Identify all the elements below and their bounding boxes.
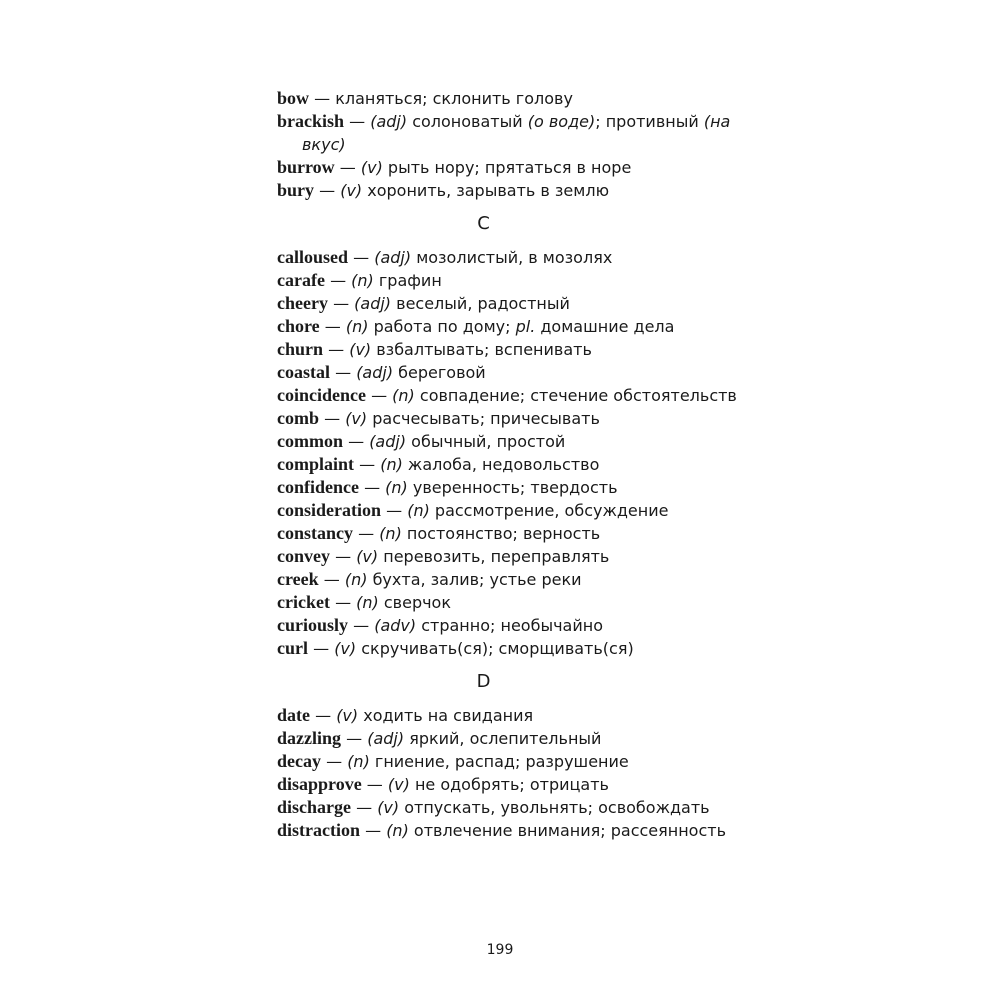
- definition: [376, 340, 592, 359]
- definition-text: жалоба, недовольство: [407, 455, 600, 474]
- definition-text: сверчок: [383, 593, 452, 612]
- glossary-entry: [277, 292, 737, 315]
- glossary-entry: [277, 338, 737, 361]
- definition-text: хоронить, зарывать в землю: [367, 181, 610, 200]
- definition: [396, 294, 570, 313]
- part-of-speech: (n): [347, 752, 370, 771]
- glossary-entry: [277, 796, 737, 819]
- glossary-entry: [277, 773, 737, 796]
- entry-dash: —: [333, 294, 350, 313]
- headword: cricket: [277, 592, 330, 612]
- definition: [373, 570, 582, 589]
- definition: [420, 386, 737, 405]
- part-of-speech: (v): [349, 340, 372, 359]
- section-letter-heading: D: [476, 671, 491, 692]
- glossary-entry: [277, 315, 737, 338]
- entry-dash: —: [323, 570, 340, 589]
- part-of-speech: (n): [379, 524, 402, 543]
- definition: [379, 271, 442, 290]
- definition: [408, 455, 599, 474]
- headword: disapprove: [277, 774, 362, 794]
- part-of-speech: (v): [356, 547, 379, 566]
- entry-dash: —: [335, 363, 352, 382]
- definition-text: совпадение; стечение обстоятельств: [419, 386, 737, 405]
- headword: discharge: [277, 797, 351, 817]
- definition: [407, 524, 600, 543]
- entry-dash: —: [348, 432, 365, 451]
- entry-dash: —: [346, 729, 363, 748]
- headword: chore: [277, 316, 320, 336]
- entry-dash: —: [349, 112, 366, 131]
- definition: [367, 181, 609, 200]
- part-of-speech: (v): [377, 798, 400, 817]
- part-of-speech: (n): [392, 386, 415, 405]
- entry-dash: —: [365, 821, 382, 840]
- glossary-entry: [277, 750, 737, 773]
- entry-dash: —: [314, 89, 331, 108]
- glossary-entry: [277, 727, 737, 750]
- glossary-entry: [277, 87, 737, 110]
- headword: constancy: [277, 523, 353, 543]
- definition: [398, 363, 486, 382]
- headword: complaint: [277, 454, 355, 474]
- definition: [415, 775, 609, 794]
- part-of-speech: (n): [380, 455, 403, 474]
- headword: comb: [277, 408, 319, 428]
- headword: cheery: [277, 293, 328, 313]
- page-number: 199: [486, 942, 514, 958]
- definition-text: взбалтывать; вспенивать: [376, 340, 592, 359]
- entry-dash: —: [335, 547, 352, 566]
- entry-dash: —: [324, 409, 341, 428]
- definition-text: скручивать(ся); сморщивать(ся): [361, 639, 634, 658]
- headword: coincidence: [277, 385, 366, 405]
- glossary-section: [277, 87, 737, 202]
- part-of-speech: (v): [336, 706, 359, 725]
- definition-text: солоноватый: [412, 112, 528, 131]
- definition: [421, 616, 603, 635]
- headword: coastal: [277, 362, 330, 382]
- part-of-speech: (n): [344, 570, 368, 589]
- headword: common: [277, 431, 343, 451]
- definition-text: кланяться; склонить голову: [335, 89, 573, 108]
- definition: [375, 752, 629, 771]
- headword: consideration: [277, 500, 382, 520]
- headword: convey: [277, 546, 330, 566]
- definition-text: мозолистый, в мозолях: [416, 248, 613, 267]
- headword: brackish: [277, 111, 345, 131]
- headword: calloused: [277, 247, 349, 267]
- part-of-speech: (v): [340, 181, 363, 200]
- definition-text: расчесывать; причесывать: [372, 409, 600, 428]
- part-of-speech: (n): [345, 317, 369, 336]
- definition: [383, 547, 609, 566]
- headword: date: [277, 705, 310, 725]
- entry-dash: —: [353, 248, 370, 267]
- entry-dash: —: [371, 386, 388, 405]
- definition: [374, 317, 675, 336]
- definition-text: береговой: [398, 363, 486, 382]
- part-of-speech: (v): [334, 639, 357, 658]
- definition-text: перевозить, переправлять: [383, 547, 610, 566]
- definition: [302, 112, 730, 154]
- definition-text: веселый, радостный: [396, 294, 570, 313]
- definition: [413, 478, 618, 497]
- glossary-section: [277, 670, 737, 842]
- part-of-speech: (adj): [356, 363, 394, 382]
- definition: [416, 248, 612, 267]
- entry-dash: —: [353, 616, 370, 635]
- part-of-speech: (adj): [374, 248, 412, 267]
- glossary-page: [277, 87, 737, 842]
- definition-text: работа по дому;: [373, 317, 516, 336]
- entry-dash: —: [328, 340, 345, 359]
- part-of-speech: (v): [387, 775, 410, 794]
- part-of-speech: (adj): [354, 294, 392, 313]
- headword: bury: [277, 180, 315, 200]
- headword: decay: [277, 751, 321, 771]
- glossary-entry: [277, 568, 737, 591]
- definition: [435, 501, 669, 520]
- definition: [372, 409, 600, 428]
- part-of-speech: (adj): [369, 432, 407, 451]
- definition-text: рыть нору; прятаться в норе: [387, 158, 632, 177]
- headword: curiously: [277, 615, 349, 635]
- glossary-entry: [277, 499, 737, 522]
- headword: burrow: [277, 157, 335, 177]
- headword: dazzling: [277, 728, 342, 748]
- definition-text: отпускать, увольнять; освобождать: [404, 798, 710, 817]
- part-of-speech: (adj): [370, 112, 408, 131]
- definition-text: рассмотрение, обсуждение: [434, 501, 669, 520]
- glossary-entry: [277, 407, 737, 430]
- glossary-entry: [277, 269, 737, 292]
- headword: creek: [277, 569, 319, 589]
- glossary-entry: [277, 476, 737, 499]
- entry-dash: —: [339, 158, 356, 177]
- definition-text: не одобрять; отрицать: [414, 775, 609, 794]
- definition: [363, 706, 533, 725]
- part-of-speech: (adj): [367, 729, 405, 748]
- definition: [335, 89, 573, 108]
- part-of-speech: (n): [386, 821, 409, 840]
- glossary-entry: [277, 591, 737, 614]
- definition: [361, 639, 633, 658]
- entry-dash: —: [335, 593, 352, 612]
- glossary-entry: [277, 545, 737, 568]
- part-of-speech: (n): [407, 501, 430, 520]
- definition-text: ходить на свидания: [363, 706, 534, 725]
- entry-dash: —: [326, 752, 343, 771]
- glossary-entry: [277, 110, 737, 156]
- glossary-entry: [277, 704, 737, 727]
- entry-dash: —: [330, 271, 347, 290]
- glossary-entry: [277, 430, 737, 453]
- part-of-speech: (v): [345, 409, 368, 428]
- entry-dash: —: [358, 524, 375, 543]
- headword: confidence: [277, 477, 359, 497]
- definition: [411, 432, 565, 451]
- entry-dash: —: [356, 798, 373, 817]
- entry-dash: —: [324, 317, 341, 336]
- section-letter-heading: C: [477, 213, 490, 234]
- glossary-entry: [277, 819, 737, 842]
- definition-note: (о воде): [527, 112, 596, 131]
- glossary-entry: [277, 156, 737, 179]
- definition-text: уверенность; твердость: [412, 478, 618, 497]
- glossary-entry: [277, 361, 737, 384]
- definition: [384, 593, 451, 612]
- definition-text: странно; необычайно: [421, 616, 603, 635]
- glossary-entry: [277, 453, 737, 476]
- definition: [414, 821, 726, 840]
- entry-dash: —: [359, 455, 376, 474]
- headword: bow: [277, 88, 310, 108]
- definition-note: pl.: [515, 317, 536, 336]
- headword: carafe: [277, 270, 325, 290]
- part-of-speech: (adv): [374, 616, 417, 635]
- headword: churn: [277, 339, 324, 359]
- entry-dash: —: [313, 639, 330, 658]
- glossary-entry: [277, 637, 737, 660]
- glossary-entry: [277, 522, 737, 545]
- glossary-entry: [277, 179, 737, 202]
- entry-dash: —: [315, 706, 332, 725]
- definition-text: яркий, ослепительный: [409, 729, 602, 748]
- part-of-speech: (v): [360, 158, 383, 177]
- headword: distraction: [277, 820, 360, 840]
- definition: [404, 798, 709, 817]
- definition-note: (на вкус): [302, 112, 731, 154]
- part-of-speech: (n): [385, 478, 408, 497]
- glossary-entry: [277, 384, 737, 407]
- definition-text: ; противный: [595, 112, 704, 131]
- entry-dash: —: [364, 478, 381, 497]
- glossary-entry: [277, 614, 737, 637]
- definition: [409, 729, 601, 748]
- definition-text: бухта, залив; устье реки: [372, 570, 582, 589]
- part-of-speech: (n): [356, 593, 379, 612]
- entry-dash: —: [319, 181, 336, 200]
- part-of-speech: (n): [351, 271, 374, 290]
- headword: curl: [277, 638, 308, 658]
- definition: [388, 158, 631, 177]
- glossary-entry: [277, 246, 737, 269]
- definition-text: обычный, простой: [411, 432, 566, 451]
- definition-text: графин: [378, 271, 442, 290]
- definition-text: постоянство; верность: [406, 524, 601, 543]
- definition-text: отвлечение внимания; рассеянность: [413, 821, 727, 840]
- definition-text: домашние дела: [535, 317, 675, 336]
- glossary-section: [277, 212, 737, 660]
- entry-dash: —: [366, 775, 383, 794]
- entry-dash: —: [386, 501, 403, 520]
- definition-text: гниение, распад; разрушение: [374, 752, 629, 771]
